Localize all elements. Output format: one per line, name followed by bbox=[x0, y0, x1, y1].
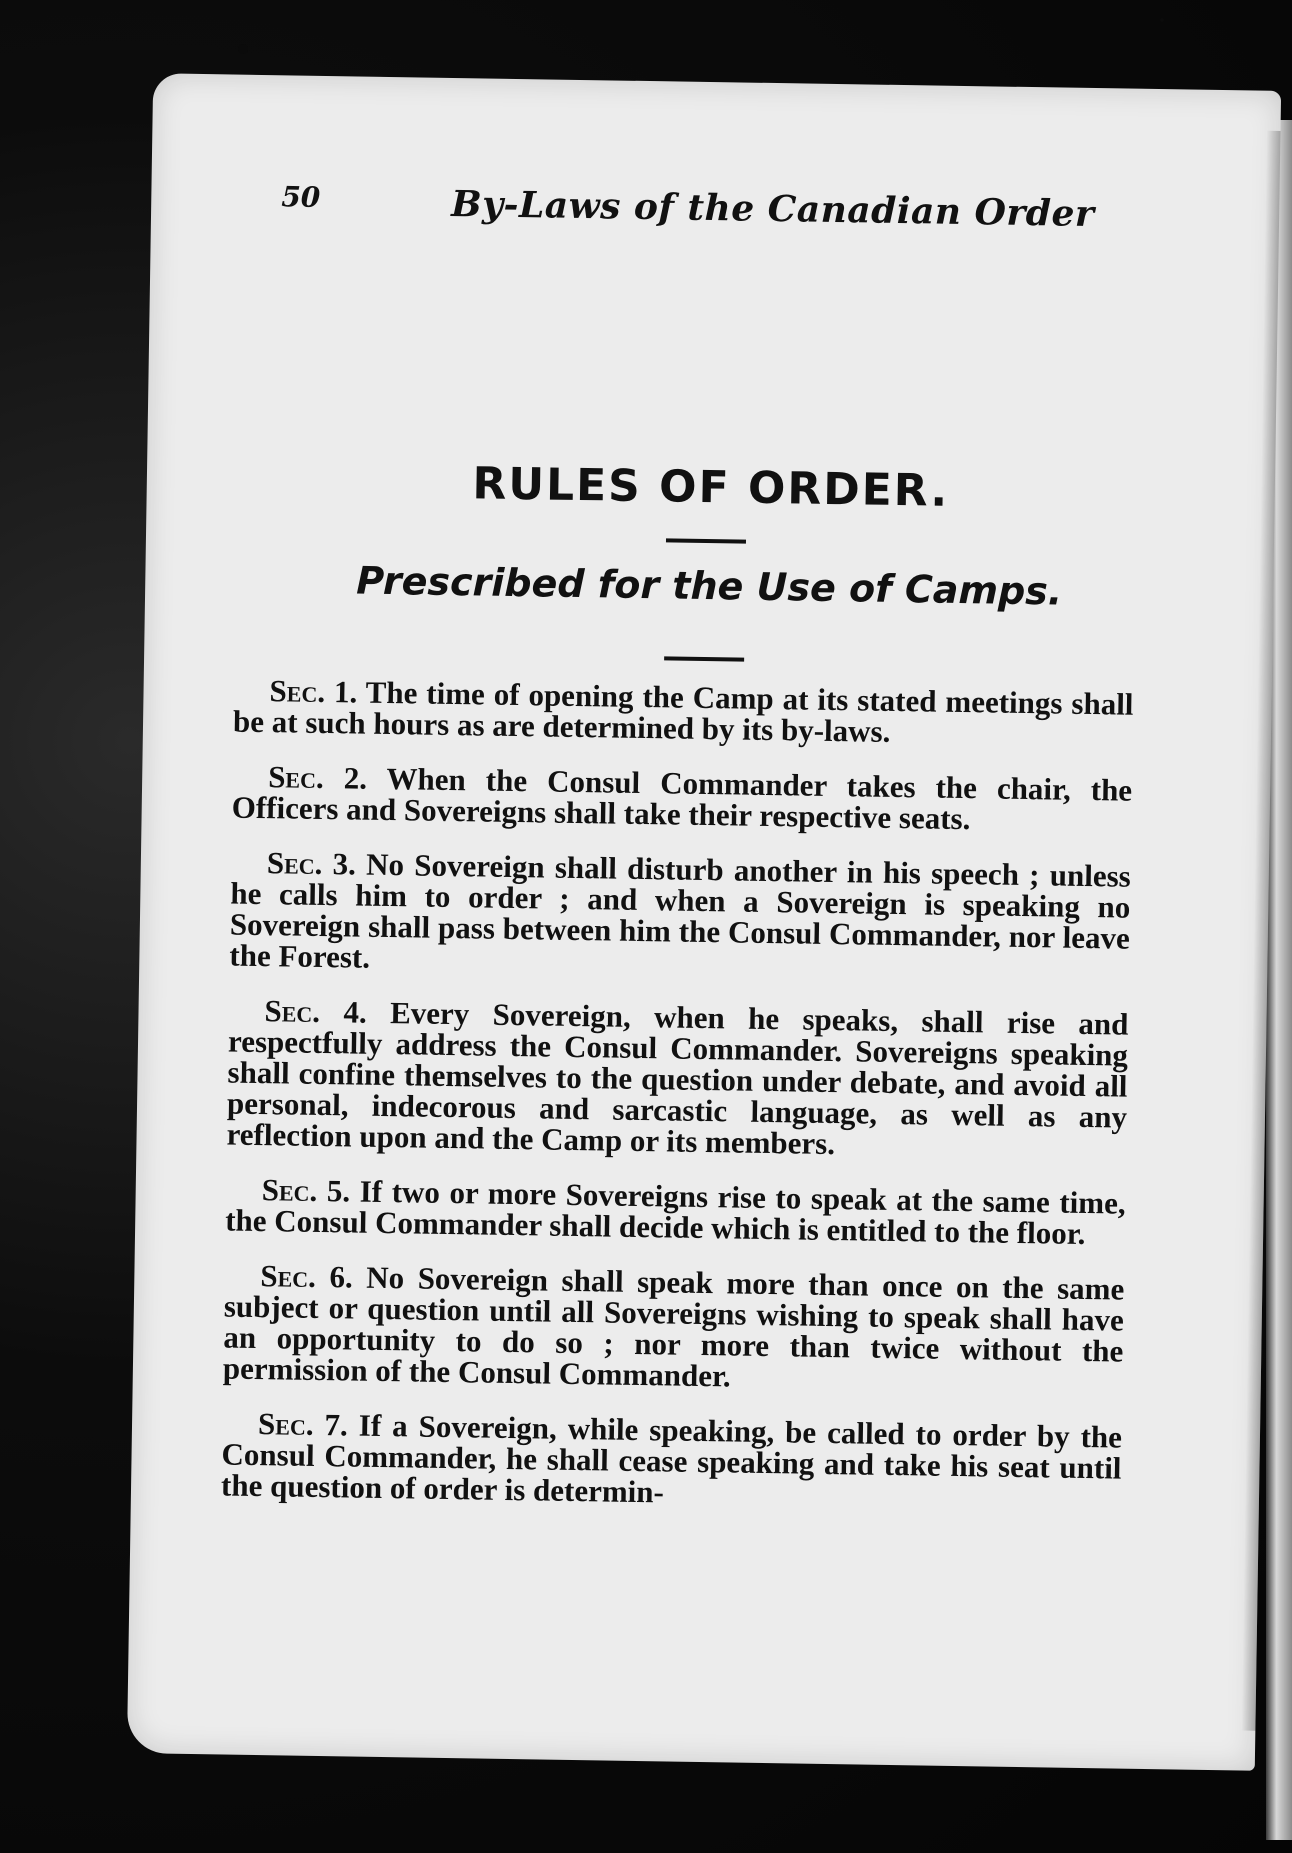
rule-paragraph bbox=[223, 1260, 1125, 1398]
running-title: By-Laws of the Canadian Order bbox=[450, 182, 1095, 236]
section-text: If a Sovereign, while speaking, be called to order by the Consul Commander, he shall cease speaking and take his seat until the question of order is determin- bbox=[220, 1407, 1123, 1510]
book-page bbox=[127, 73, 1281, 1771]
section-label: Sec. 7. bbox=[257, 1406, 349, 1443]
scan-speck bbox=[238, 44, 248, 54]
section-label: Sec. 5. bbox=[261, 1172, 351, 1209]
page-number: 50 bbox=[281, 180, 321, 214]
section-text: Every Sovereign, when he speaks, shall rise and respectfully address the Consul Commander. Sovereigns speaking shall confine themselves to the question under debate, and avoid all personal, indecorous and sarcastic language, as well as any reflection upon and the Camp or its members. bbox=[226, 995, 1129, 1162]
rule-paragraph bbox=[233, 675, 1134, 751]
section-label: Sec. 2. bbox=[267, 759, 368, 796]
section-label: Sec. 3. bbox=[266, 845, 357, 882]
section-label: Sec. 6. bbox=[260, 1258, 354, 1295]
rule-paragraph bbox=[225, 1174, 1126, 1250]
subheading-rule bbox=[664, 656, 744, 661]
section-heading: RULES OF ORDER. bbox=[472, 458, 950, 517]
rule-paragraph bbox=[221, 1407, 1122, 1514]
section-label: Sec. 4. bbox=[264, 993, 368, 1030]
rule-paragraph bbox=[232, 761, 1133, 837]
section-text: When the Consul Commander takes the chair, the Officers and Sovereigns shall take their respective seats. bbox=[231, 760, 1133, 837]
section-label: Sec. 1. bbox=[269, 673, 358, 710]
scan-speck bbox=[1160, 18, 1164, 22]
running-head bbox=[281, 180, 1182, 254]
section-text: If two or more Sovereigns rise to speak at the same time, the Consul Commander shall decide which is entitled to the floor. bbox=[224, 1173, 1126, 1252]
rule-paragraph bbox=[229, 847, 1131, 985]
section-subheading: Prescribed for the Use of Camps. bbox=[355, 558, 1063, 614]
rule-paragraph bbox=[226, 995, 1128, 1164]
heading-rule bbox=[666, 538, 746, 543]
section-text: No Sovereign shall speak more than once on the same subject or question until all Sovereigns wishing to speak shall have an opportunity to do so ; nor more than twice without the permission of the Consul Commander. bbox=[222, 1259, 1125, 1394]
rules-body bbox=[220, 675, 1133, 1539]
section-text: The time of opening the Camp at its stated meetings shall be at such hours as are determined by its by-laws. bbox=[232, 674, 1134, 749]
section-text: No Sovereign shall disturb another in his speech ; unless he calls him to order ; and when a Sovereign is speaking no Sovereign shall pass between him the Consul Commander, nor leave the Forest. bbox=[229, 846, 1132, 975]
